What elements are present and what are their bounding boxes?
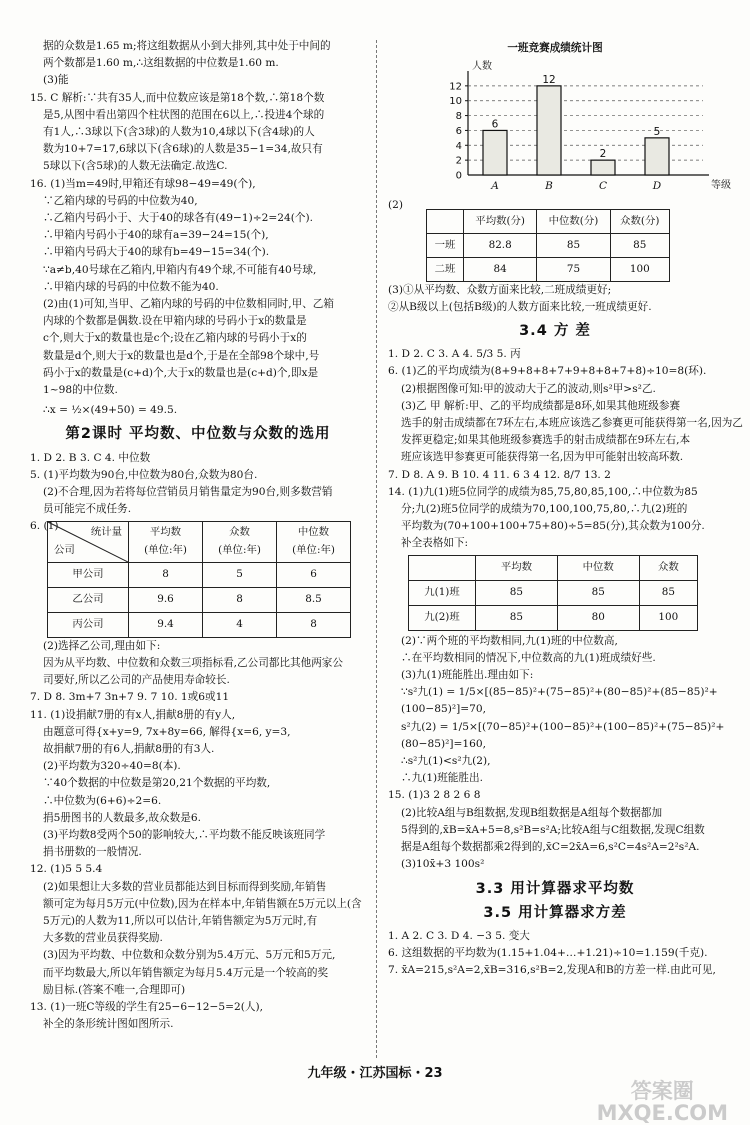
text-line: 据是A组每个数据都乘2得到的,x̄C=2x̄A=6,s²C=4s²A=2²s²A. [401, 841, 700, 854]
text-line: 14. (1)九(1)班5位同学的成绩为85,75,80,85,100,∴中位数为85 [388, 485, 698, 498]
text-line: ∵a≠b,40号球在乙箱内,甲箱内有49个球,不可能有40号球, [43, 263, 317, 276]
text-line: 司要好,所以乙公司的产品使用寿命较长. [43, 674, 230, 687]
text-line: ∴中位数为(6+6)÷2=6. [43, 794, 162, 807]
text-line: (3)平均数8受两个50的影响较大,∴平均数不能反映该班同学 [43, 828, 326, 841]
y-tick-label: 12 [449, 81, 462, 93]
text-line: (2)∵两个班的平均数相同,九(1)班的中位数高, [401, 634, 618, 647]
question-16 [30, 176, 366, 420]
left-column [30, 38, 366, 1033]
answer-line: 7. D 8. 3m+7 3n+7 9. 7 10. 1或6或11 [30, 691, 230, 704]
class-score-table [426, 209, 670, 282]
section-heading: 3.3 用计算器求平均数 [475, 880, 635, 897]
table-row [427, 209, 670, 233]
question-6 [388, 363, 743, 466]
x-axis-label: 等级 [711, 180, 731, 192]
text-line: 5球以下(含5球)的人数无法确定.故选C. [43, 160, 228, 173]
answer-line: 7. D 8. A 9. B 10. 4 11. 6 3 4 12. 8/7 13. 2 [388, 468, 611, 481]
text-line: ②从B级以上(包括B级)的人数方面来比较,一班成绩更好. [388, 300, 652, 313]
text-line: (3)10x̄+3 100s² [401, 858, 485, 871]
text-line: 有1人,∴3球以下(含3球)的人数为10,4球以下(含4球)的人 [43, 126, 315, 139]
text-line: 是5,从图中看出第四个柱状图的范围在6以上,∴投进4个球的 [43, 108, 325, 121]
table-header: 平均数(分) [464, 209, 537, 233]
text-line: ∵s²九(1) = 1/5×[(85−85)²+(75−85)²+(80−85)²+(85−85)²+ [401, 686, 718, 699]
question-5 [30, 467, 366, 519]
question-11 [30, 707, 366, 862]
page-footer: 九年级・江苏国标・23 [307, 1066, 443, 1081]
text-line: ∴在平均数相同的情况下,中位数高的九(1)班成绩好些. [401, 651, 656, 664]
text-line: (2)选择乙公司,理由如下: [43, 639, 161, 652]
text-line: (2)不合理,因为若将每位营销员月销售量定为90台,则多数营销 [43, 486, 333, 499]
text-line: 两个数都是1.60 m,∴这组数据的中位数是1.60 m. [43, 57, 279, 70]
text-line: (2)平均数为320÷40=8(本). [43, 760, 181, 773]
table-header: 公司 [54, 544, 75, 557]
table-corner-cell [48, 521, 129, 562]
y-axis-label: 人数 [472, 61, 492, 73]
text-line: 12. (1)5 5 5.4 [30, 863, 103, 876]
text-line: 15. (1)3 2 8 2 6 8 [388, 789, 481, 802]
table-header: 中位数 (单位:年) [277, 521, 351, 562]
section-heading: 3.4 方 差 [519, 323, 591, 340]
text-line: 13. (1)一班C等级的学生有25−6−12−5=2(人), [30, 1000, 263, 1013]
y-tick-label: 8 [455, 111, 462, 123]
table-header: 统计量 [90, 525, 122, 538]
text-line: 员可能完不成任务. [43, 503, 132, 516]
text-line: 发挥更稳定;如果其他班级参赛选手的射击成绩都在9环左右,本 [401, 434, 691, 447]
text-line: ∴甲箱内号码大于40的球有b=49−15=34(个). [43, 246, 270, 259]
text-line: 6. (1)乙的平均成绩为(8+9+8+8+7+9+8+8+7+8)÷10=8(环). [388, 365, 707, 378]
text-line: (2) [388, 199, 404, 212]
bar [537, 86, 561, 175]
text-line: 补全的条形统计图如图所示. [43, 1018, 174, 1031]
text-line: ∴x = ½×(49+50) = 49.5. [43, 404, 178, 417]
text-line: ∴九(1)班能胜出. [401, 772, 483, 785]
text-line: 额可定为每月5万元(中位数),因为在样本中,年销售额在5万元以上(含 [43, 897, 362, 910]
right-column [388, 38, 743, 980]
text-line: ∵乙箱内球的号码的中位数为40, [43, 194, 198, 207]
text-line: 15. C 解析:∵共有35人,而中位数应该是第18个数,∴第18个数 [30, 91, 325, 104]
watermark: 答案圈 MXQE.COM [596, 1079, 728, 1125]
table-row: 一班 82.8 85 85 [427, 233, 670, 257]
answer-line: 1. A 2. C 3. D 4. −3 5. 变大 [388, 929, 530, 942]
text-line: 内球的个数都是偶数.设在甲箱内球的号码小于x的数量是 [43, 315, 307, 328]
table-header: 众数(分) [610, 209, 669, 233]
text-line: c个,则大于x的数量也是c个;设在乙箱内球的号码小于x的 [43, 332, 307, 345]
column-divider [376, 40, 377, 1058]
text-line: 11. (1)设捐献7册的有x人,捐献8册的有y人, [30, 708, 236, 721]
text-line: 捐书册数的一般情况. [43, 846, 142, 859]
bar [483, 131, 507, 176]
x-tick-label: D [652, 180, 662, 193]
text-line: 16. (1)当m=49时,甲箱还有球98−49=49(个), [30, 177, 256, 190]
text-line: 数为10+7=17,6球以下(含6球)的人数是35−1=34,故只有 [43, 143, 323, 156]
text-line: 平均数为(70+100+100+75+80)÷5=85(分),其众数为100分. [401, 520, 705, 533]
text-line: 故捐献7册的有6人,捐献8册的有3人. [43, 742, 215, 755]
text-line: ∴甲箱内号码小于40的球有a=39−24=15(个), [43, 229, 269, 242]
text-line: 而平均数最大,所以年销售额定为每月5.4万元是一个较高的奖 [43, 966, 329, 979]
text-line: (2)根据图像可知:甲的波动大于乙的波动,则s²甲>s²乙. [401, 382, 656, 395]
answer-line: 1. D 2. C 3. A 4. 5/3 5. 丙 [388, 348, 521, 361]
text-line: (2)如果想让大多数的营业员都能达到目标而得到奖励,年销售 [43, 880, 327, 893]
text-line: 班应该选甲参赛更可能获得第一名,因为甲可能射出较高环数. [401, 451, 684, 464]
bar [591, 160, 615, 175]
table-header: 中位数 [557, 555, 639, 580]
company-stats-table [47, 521, 351, 638]
text-line: 5万元)的人数为11,所以可以估计,年销售额定为5万元时,有 [43, 914, 318, 927]
text-line: 1~98的中位数. [43, 384, 118, 397]
text-line: (100−85)²]=70, [401, 703, 486, 716]
data-label: 5 [653, 126, 661, 139]
text-line: 5得到的,x̄B=x̄A+5=8,s²B=s²A;比较A组与C组数据,发现C组数 [401, 823, 705, 836]
table-row: 九(1)班 85 85 85 [409, 580, 698, 605]
table-row: 甲公司 8 5 6 [48, 562, 351, 587]
section-heading: 3.5 用计算器求方差 [483, 904, 627, 921]
text-line: (80−85)²]=160, [401, 737, 486, 750]
text-line: ∴甲箱内球的号码的中位数不能为40. [43, 280, 219, 293]
data-label: 2 [599, 148, 607, 161]
question-15 [388, 787, 722, 873]
text-line: ∵40个数据的中位数是第20,21个数据的平均数, [43, 777, 271, 790]
question-13 [30, 999, 366, 1033]
section-heading: 第2课时 平均数、中位数与众数的选用 [65, 426, 331, 443]
table-row: 九(2)班 85 80 100 [409, 605, 698, 630]
table-row: 丙公司 9.4 4 8 [48, 612, 351, 637]
y-tick-label: 10 [449, 96, 462, 108]
table-row: 二班 84 75 100 [427, 257, 670, 281]
x-tick-label: B [545, 180, 553, 193]
y-tick-label: 6 [455, 126, 462, 138]
text-line: 6. (1) [30, 520, 59, 533]
text-line: ∴乙箱内号码小于、大于40的球各有(49−1)÷2=24(个). [43, 212, 313, 225]
y-tick-label: 4 [455, 140, 462, 152]
text-line: 由题意可得{x+y=9, 7x+8y=66, 解得{x=6, y=3, [43, 725, 291, 738]
text-line: 5. (1)平均数为90台,中位数为80台,众数为80台. [30, 468, 258, 481]
text-line: 分;九(2)班5位同学的成绩为70,100,100,75,80,∴九(2)班的 [401, 503, 688, 516]
question-12 [30, 861, 366, 999]
text-line: 码小于x的数量是(c+d)个,大于x的数量也是(c+d)个,即x是 [43, 366, 319, 379]
text-line: (3)因为平均数、中位数和众数分别为5.4万元、5万元和5万元, [43, 949, 336, 962]
text-line: 捐5册图书的人数最多,故众数是6. [43, 811, 201, 824]
answer-line: 1. D 2. B 3. C 4. 中位数 [30, 451, 151, 464]
text-line: 7. x̄A=215,s²A=2,x̄B=316,s²B=2,发现A和B的方差一样.由此可见, [388, 964, 716, 977]
text-line: (3)①从平均数、众数方面来比较,二班成绩更好; [388, 283, 612, 296]
data-label: 6 [491, 118, 499, 131]
question-14 [388, 484, 725, 788]
table-row: 乙公司 9.6 8 8.5 [48, 587, 351, 612]
y-tick-label: 2 [455, 155, 462, 167]
text-line: 补全表格如下: [401, 537, 469, 550]
table-header: 众数 [639, 555, 697, 580]
text-line: 数量是d个,则大于x的数量也是d个,于是在全部98个球中,号 [43, 349, 320, 362]
table-header: 平均数 (单位:年) [129, 521, 203, 562]
chart-title: 一班竞赛成绩统计图 [507, 42, 603, 54]
text-line: 6. 这组数据的平均数为(1.15+1.04+…+1.21)÷10=1.159(千克). [388, 947, 708, 960]
text-line: 选手的射击成绩都在7环左右,本班应该选乙参赛更可能获得第一名,因为乙 [401, 417, 743, 430]
text-line: ∴s²九(1)<s²九(2), [401, 755, 491, 768]
text-line: (3)乙 甲 解析:甲、乙的平均成绩都是8环,如果其他班级参赛 [401, 399, 681, 412]
question-6 [30, 518, 366, 689]
data-label: 12 [542, 74, 556, 87]
bar-chart [388, 57, 731, 193]
text-line: 因为从平均数、中位数和众数三项指标看,乙公司都比其他两家公 [43, 656, 343, 669]
text-line: (2)比较A组与B组数据,发现B组数据是A组每个数据都加 [401, 806, 663, 819]
class-comparison-table [408, 555, 698, 631]
text-line: 励目标.(答案不唯一,合理即可) [43, 983, 186, 996]
table-header: 众数 (单位:年) [203, 521, 277, 562]
text-line: (2)由(1)可知,当甲、乙箱内球的号码的中位数相同时,甲、乙箱 [43, 298, 334, 311]
text-line: 大多数的营业员获得奖励. [43, 932, 163, 945]
table-header: 平均数 [476, 555, 558, 580]
text-line: (3)能 [43, 74, 69, 87]
table-row [409, 555, 698, 580]
x-tick-label: A [491, 180, 499, 193]
bar [645, 138, 669, 175]
y-tick-label: 0 [455, 170, 462, 182]
text-line: 据的众数是1.65 m;将这组数据从小到大排列,其中处于中间的 [43, 40, 331, 52]
table-header: 中位数(分) [537, 209, 610, 233]
question-15 [30, 90, 366, 176]
text-line: s²九(2) = 1/5×[(70−85)²+(100−85)²+(100−85)²+(75−85)²+ [401, 720, 725, 733]
text-line: (3)九(1)班能胜出.理由如下: [401, 669, 534, 682]
x-tick-label: C [598, 180, 608, 193]
